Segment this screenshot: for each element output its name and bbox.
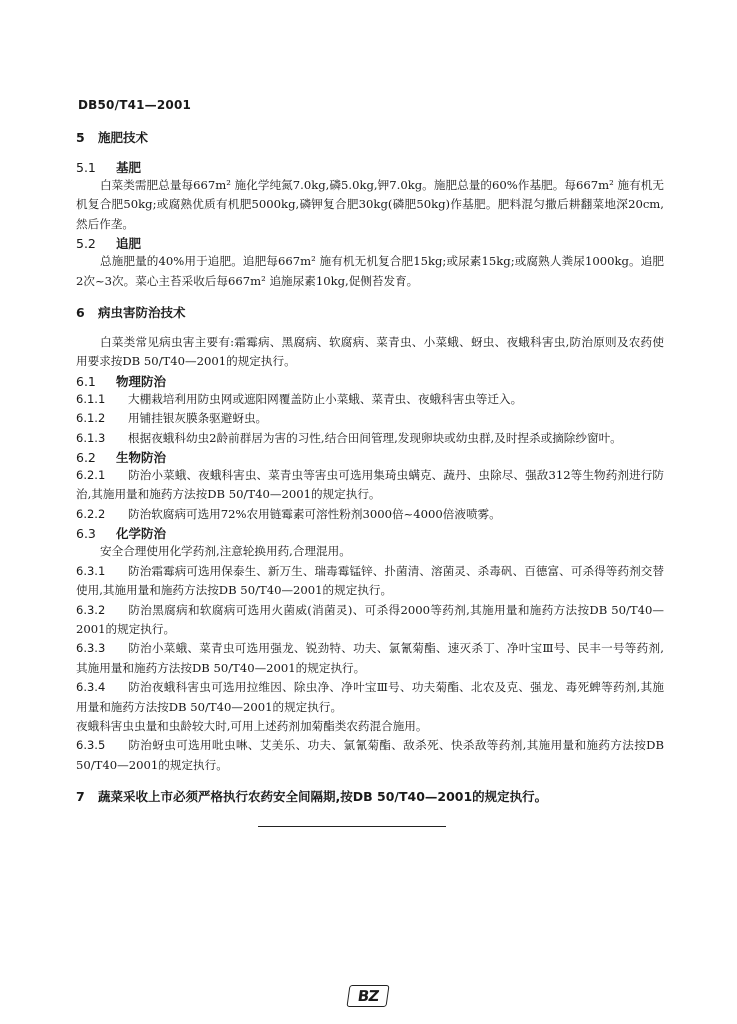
section-5-1-text: 白菜类需肥总量每667m² 施化学纯氮7.0kg,磷5.0kg,钾7.0kg。施肥总量的60%作基肥。每667m² 施有机无机复合肥50kg;或腐熟优质有机肥5000kg,磷钾复合肥30kg(磷肥50kg)作基肥。肥料混匀撒后耕翻菜地深20cm,然后作垄。 [76,178,664,231]
section-6-3-heading: 6.3 化学防治 [76,526,167,542]
item-6-2-1: 6.2.1 防治小菜蛾、夜蛾科害虫、菜青虫等害虫可选用集琦虫螨克、蔬丹、虫除尽、强敌312等生物药剂进行防治,其施用量和施药方法按DB 50/T40—2001的规定执行。 [76,468,664,502]
section-6-2-heading: 6.2 生物防治 [76,450,167,466]
item-6-3-4: 6.3.4 防治夜蛾科害虫可选用拉维因、除虫净、净叶宝Ⅲ号、功夫菊酯、北农及克、强龙、毒死蜱等药剂,其施用量和施药方法按DB 50/T40—2001的规定执行。 [76,680,664,714]
document-body [76,128,664,805]
section-5-2-text: 总施肥量的40%用于追肥。追肥每667m² 施有机无机复合肥15kg;或尿素15kg;或腐熟人粪尿1000kg。追肥2次~3次。菜心主苔采收后每667m² 追施尿素10kg,促侧苔发育。 [76,254,664,288]
item-6-3-2: 6.3.2 防治黑腐病和软腐病可选用火菌威(消菌灵)、可杀得2000等药剂,其施用量和施药方法按DB 50/T40—2001的规定执行。 [76,602,664,636]
section-5-2-heading: 5.2 追肥 [76,236,142,252]
section-5-heading: 5 施肥技术 [76,130,149,145]
section-6-intro: 白菜类常见病虫害主要有:霜霉病、黑腐病、软腐病、菜青虫、小菜蛾、蚜虫、夜蛾科害虫,防治原则及农药使用要求按DB 50/T40—2001的规定执行。 [76,335,664,369]
item-6-3-3: 6.3.3 防治小菜蛾、菜青虫可选用强龙、锐劲特、功夫、氯氰菊酯、速灭杀丁、净叶宝Ⅲ号、民丰一号等药剂,其施用量和施药方法按DB 50/T40—2001的规定执行。 [76,641,664,675]
item-6-1-2: 6.1.2 用铺挂银灰膜条驱避蚜虫。 [76,411,268,426]
item-6-2-2: 6.2.2 防治软腐病可选用72%农用链霉素可溶性粉剂3000倍~4000倍液喷雾。 [76,506,501,521]
item-6-3-1: 6.3.1 防治霜霉病可选用保泰生、新万生、瑞毒霉锰锌、扑菌清、溶菌灵、杀毒矾、百德富、可杀得等药剂交替使用,其施用量和施药方法按DB 50/T40—2001的规定执行。 [76,563,664,598]
section-5-1-heading: 5.1 基肥 [76,160,142,175]
item-6-1-3: 6.1.3 根据夜蛾科幼虫2龄前群居为害的习性,结合田间管理,发现卵块或幼虫群,及时捏杀或摘除纱窗叶。 [76,430,622,445]
end-of-document-rule [258,826,446,827]
section-7-heading: 7 蔬菜采收上市必须严格执行农药安全间隔期,按DB 50/T40—2001的规定执行。 [76,789,548,805]
publisher-logo: BZ [346,985,389,1007]
section-6-1-heading: 6.1 物理防治 [76,373,167,389]
item-6-3-5: 6.3.5 防治蚜虫可选用吡虫啉、艾美乐、功夫、氯氰菊酯、敌杀死、快杀敌等药剂,其施用量和施药方法按DB 50/T40—2001的规定执行。 [76,738,664,772]
section-6-3-intro: 安全合理使用化学药剂,注意轮换用药,合理混用。 [100,544,351,559]
section-6-heading: 6 病虫害防治技术 [76,305,186,321]
section-6-3-note: 夜蛾科害虫虫量和虫龄较大时,可用上述药剂加菊酯类农药混合施用。 [76,718,428,733]
item-6-1-1: 6.1.1 大棚栽培利用防虫网或遮阳网覆盖防止小菜蛾、菜青虫、夜蛾科害虫等迁入。 [76,391,523,406]
standard-code-header: DB50/T41—2001 [78,98,192,112]
